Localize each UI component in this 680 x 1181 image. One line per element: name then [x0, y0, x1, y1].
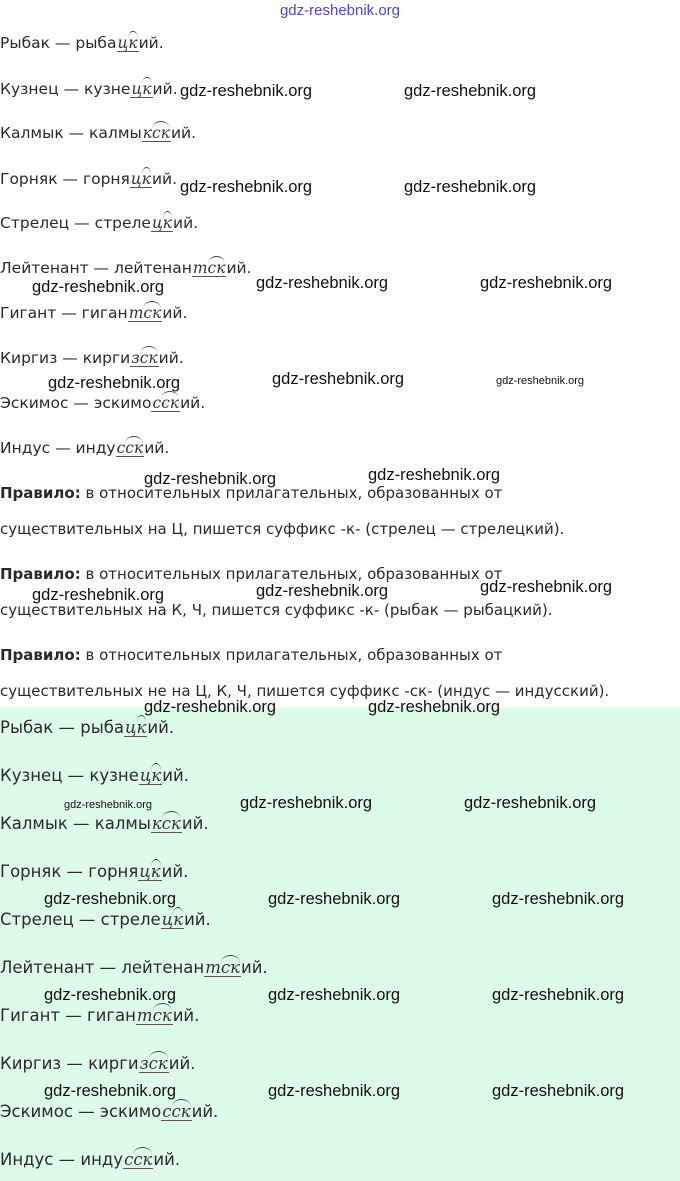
- word-pair-line: [0, 766, 189, 785]
- suffix-mark: цк: [125, 718, 147, 737]
- word-base: Гигант — гиган: [0, 304, 128, 322]
- suffix-mark: цк: [139, 766, 162, 785]
- suffix-mark: цк: [130, 170, 151, 188]
- rule-line-1: [0, 565, 502, 583]
- word-pair-line: [0, 80, 178, 98]
- suffix-mark: цк: [131, 80, 152, 98]
- word-pair-line: [0, 214, 198, 232]
- watermark-text: gdz-reshebnik.org: [44, 890, 177, 908]
- word-pair-line: [0, 349, 184, 367]
- word-pair-line: [0, 814, 209, 833]
- word-base: Стрелец — стреле: [0, 910, 161, 929]
- word-ending: ий.: [173, 214, 199, 232]
- watermark-text: gdz-reshebnik.org: [492, 986, 625, 1004]
- watermark-text: gdz-reshebnik.org: [368, 466, 501, 484]
- watermark-text: gdz-reshebnik.org: [492, 890, 625, 908]
- word-ending: ий.: [180, 394, 206, 412]
- watermark-text: gdz-reshebnik.org: [480, 274, 613, 292]
- watermark-text: gdz-reshebnik.org: [32, 278, 165, 296]
- word-base: Стрелец — стреле: [0, 214, 151, 232]
- word-base: Рыбак — рыба: [0, 718, 125, 737]
- watermark-text: gdz-reshebnik.org: [32, 586, 165, 604]
- suffix-mark: тск: [192, 259, 226, 277]
- watermark-text: gdz-reshebnik.org: [44, 986, 177, 1004]
- word-pair-line: [0, 124, 196, 142]
- watermark-text: gdz-reshebnik.org: [496, 375, 585, 387]
- word-ending: ий.: [152, 80, 178, 98]
- word-pair-line: [0, 910, 211, 929]
- watermark-text: gdz-reshebnik.org: [368, 698, 501, 716]
- word-ending: ий.: [151, 170, 178, 188]
- word-base: Индус — инду: [0, 439, 116, 457]
- word-base: Горняк — горня: [0, 862, 139, 881]
- rule-line-2: существительных не на Ц, К, Ч, пишется суффикс -ск- (индус — индусский).: [0, 682, 610, 700]
- watermark-text: gdz-reshebnik.org: [480, 578, 613, 596]
- word-base: Калмык — калмы: [0, 814, 151, 833]
- word-pair-line: [0, 1102, 218, 1121]
- rule-label: Правило:: [0, 565, 81, 583]
- word-ending: ий.: [144, 439, 170, 457]
- suffix-mark: сск: [116, 439, 144, 457]
- watermark-text: gdz-reshebnik.org: [144, 698, 277, 716]
- word-pair-line: [0, 439, 169, 457]
- watermark-text: gdz-reshebnik.org: [180, 82, 313, 100]
- word-pair-line: [0, 862, 188, 881]
- watermark-text: gdz-reshebnik.org: [404, 82, 537, 100]
- rule-label: Правило:: [0, 484, 81, 502]
- suffix-mark: сск: [162, 1102, 191, 1121]
- word-ending: ий.: [170, 124, 197, 142]
- word-ending: ий.: [181, 814, 209, 833]
- word-pair-line: [0, 259, 252, 277]
- watermark-text: gdz-reshebnik.org: [180, 178, 313, 196]
- word-base: Киргиз — кирги: [0, 349, 131, 367]
- word-ending: ий.: [162, 304, 188, 322]
- word-base: Киргиз — кирги: [0, 1054, 139, 1073]
- suffix-mark: цк: [117, 34, 138, 52]
- watermark-text: gdz-reshebnik.org: [44, 1082, 177, 1100]
- word-ending: ий.: [191, 1102, 219, 1121]
- word-base: Индус — инду: [0, 1150, 124, 1169]
- word-base: Калмык — калмы: [0, 124, 142, 142]
- watermark-text: gdz-reshebnik.org: [268, 986, 401, 1004]
- word-base: Рыбак — рыба: [0, 34, 117, 52]
- word-ending: ий.: [184, 910, 211, 929]
- word-pair-line: [0, 1006, 199, 1025]
- watermark-text: gdz-reshebnik.org: [240, 794, 373, 812]
- answer-section-2: [0, 707, 680, 1181]
- watermark-text: gdz-reshebnik.org: [48, 374, 181, 392]
- word-ending: ий.: [147, 718, 175, 737]
- suffix-mark: кск: [151, 814, 181, 833]
- word-pair-line: [0, 1150, 180, 1169]
- word-pair-line: [0, 718, 174, 737]
- word-pair-line: [0, 958, 268, 977]
- word-ending: ий.: [226, 259, 252, 277]
- word-base: Лейтенант — лейтенан: [0, 958, 205, 977]
- suffix-mark: кск: [142, 124, 170, 142]
- suffix-mark: зск: [131, 349, 158, 367]
- suffix-mark: цк: [139, 862, 161, 881]
- watermark-text: gdz-reshebnik.org: [268, 890, 401, 908]
- suffix-mark: тск: [128, 304, 162, 322]
- suffix-mark: цк: [151, 214, 173, 232]
- watermark-text: gdz-reshebnik.org: [256, 274, 389, 292]
- watermark-text: gdz-reshebnik.org: [272, 370, 405, 388]
- word-pair-line: [0, 34, 164, 52]
- word-ending: ий.: [158, 349, 184, 367]
- word-ending: ий.: [240, 958, 268, 977]
- word-base: Гигант — гиган: [0, 1006, 136, 1025]
- rule-text: в относительных прилагательных, образованных от: [80, 646, 503, 664]
- word-base: Кузнец — кузне: [0, 766, 139, 785]
- watermark-text: gdz-reshebnik.org: [404, 178, 537, 196]
- word-ending: ий.: [172, 1006, 200, 1025]
- rule-text: в относительных прилагательных, образованных от: [80, 484, 503, 502]
- watermark-text: gdz-reshebnik.org: [64, 799, 153, 811]
- rule-line-1: [0, 646, 502, 664]
- word-ending: ий.: [138, 34, 164, 52]
- rule-line-2: существительных на К, Ч, пишется суффикс -к- (рыбак — рыбацкий).: [0, 601, 553, 619]
- suffix-mark: сск: [152, 394, 180, 412]
- suffix-mark: тск: [136, 1006, 172, 1025]
- top-watermark: gdz-reshebnik.org: [279, 2, 401, 19]
- suffix-mark: цк: [161, 910, 184, 929]
- word-pair-line: [0, 1054, 195, 1073]
- rule-line-2: существительных на Ц, пишется суффикс -к- (стрелец — стрелецкий).: [0, 520, 565, 538]
- word-base: Эскимос — эскимо: [0, 1102, 162, 1121]
- suffix-mark: зск: [139, 1054, 168, 1073]
- word-pair-line: [0, 304, 187, 322]
- word-pair-line: [0, 394, 205, 412]
- word-ending: ий.: [153, 1150, 181, 1169]
- watermark-text: gdz-reshebnik.org: [464, 794, 597, 812]
- rule-label: Правило:: [0, 646, 81, 664]
- rule-text: в относительных прилагательных, образованных от: [80, 565, 503, 583]
- suffix-mark: сск: [124, 1150, 153, 1169]
- word-ending: ий.: [168, 1054, 196, 1073]
- word-pair-line: [0, 170, 177, 188]
- word-ending: ий.: [162, 766, 189, 785]
- watermark-text: gdz-reshebnik.org: [256, 582, 389, 600]
- word-base: Эскимос — эскимо: [0, 394, 152, 412]
- word-base: Горняк — горня: [0, 170, 130, 188]
- word-ending: ий.: [161, 862, 189, 881]
- watermark-text: gdz-reshebnik.org: [492, 1082, 625, 1100]
- watermark-text: gdz-reshebnik.org: [268, 1082, 401, 1100]
- suffix-mark: тск: [205, 958, 240, 977]
- watermark-text: gdz-reshebnik.org: [144, 470, 277, 488]
- word-base: Лейтенант — лейтенан: [0, 259, 192, 277]
- word-base: Кузнец — кузне: [0, 80, 131, 98]
